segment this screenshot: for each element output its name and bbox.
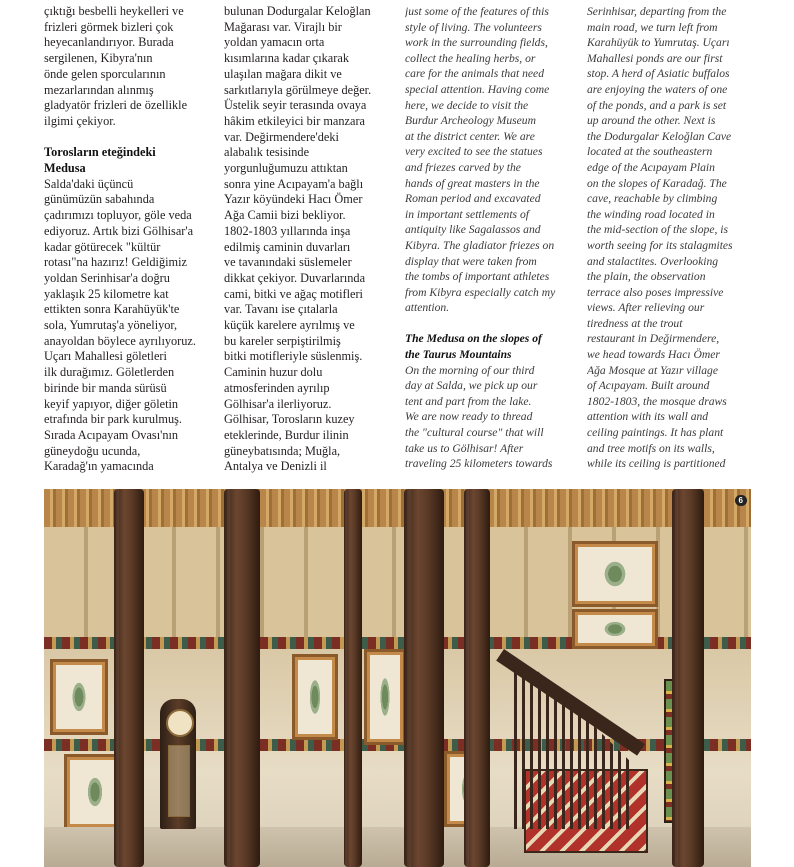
minbar-staircase [504, 649, 644, 849]
mosque-interior-photo [44, 489, 751, 867]
wooden-pillar [464, 489, 490, 867]
paragraph: just some of the features of this style of living. The volunteers work in the surrounding fields, collect the healing herbs, or care for the animals that need special attention. Having come here, we decide to visit the Burdur Archeology Museum at the district center. We are very excited to see the statues and friezes carved by the hands of great masters in the Roman period and excavated in important settlements of antiquity like Sagalassos and Kibyra. The gladiator friezes on display that were taken from the tombs of important athletes from Kibyra especially catch my attention. [405, 5, 556, 315]
wooden-pillar [114, 489, 144, 867]
paragraph: On the morning of our third day at Salda, we pick up our tent and part from the lake. We are now ready to thread the "cultural course" that will take us to Gölhisar! After traveling 25 kilometers towards [405, 363, 553, 471]
photo-number-badge: 6 [735, 495, 747, 506]
paragraph: çıktığı besbelli heykelleri ve frizleri görmek bizleri çok heyecanlandırıyor. Burada sergilenen, Kibyra'nın önde gelen sporcularının mezarlarından alınmış gladyatör frizleri de özellikle ilgimi çekiyor. [44, 4, 188, 128]
wall-painting-panel [364, 649, 406, 745]
grandfather-clock [160, 699, 196, 829]
section-heading: The Medusa on the slopes of the Taurus Mountains [405, 332, 542, 362]
article-column-english-1 [405, 4, 570, 482]
wall-painting-panel [50, 659, 108, 735]
paragraph: Salda'daki üçüncü günümüzün sabahında çadırımızı topluyor, göle veda ediyoruz. Artık bizi Gölhisar'a kadar götürecek "kültür rotası"na hazırız! Geldiğimiz yoldan Serinhisar'a doğru yaklaşık 25 kilometre kat ettikten sonra Karahüyük'te sola, Yumrutaş'a yöneliyor, anayoldan böylece ayrılıyoruz. Uçarı Mahallesi göletleri ilk durağımız. Göletlerden birinde bir manda sürüsü keyif yapıyor, diğer göletin etrafında bir park kurulmuş. Sırada Acıpayam Ovası'nın güneydoğu ucunda, Karadağ'ın yamacında [44, 176, 196, 474]
article-column-turkish-2 [224, 4, 392, 482]
article-column-turkish-1 [44, 4, 214, 482]
article-column-english-2 [587, 4, 752, 482]
wooden-pillar [224, 489, 260, 867]
paragraph: bulunan Dodurgalar Keloğlan Mağarası var. Virajlı bir yoldan yamacın orta kısımlarına kadar çıkarak ulaşılan mağara dikit ve sarkıtlarıyla görülmeye değer. Üstelik seyir terasında ovaya hâkim etkileyici bir manzara var. Değirmendere'deki alabalık tesisinde yorgunluğumuzu attıktan sonra yine Acıpayam'a bağlı Yazır köyündeki Hacı Ömer Ağa Camii bizi bekliyor. 1802-1803 yıllarında inşa edilmiş caminin duvarları ve tavanındaki süslemeler dikkat çekiyor. Duvarlarında cami, bitki ve ağaç motifleri var. Tavanı ise çıtalarla küçük karelere ayrılmış ve bu kareler serpiştirilmiş bitki motifleriyle süslenmiş. Caminin huzur dolu atmosferinden ayrılıp Gölhisar'a ilerliyoruz. Gölhisar, Torosların kuzey eteklerinde, Burdur ilinin güneybatısında; Muğla, Antalya ve Denizli il [224, 4, 372, 474]
wall-painting-panel [572, 609, 658, 649]
wooden-pillar [672, 489, 704, 867]
section-heading: Torosların eteğindeki Medusa [44, 145, 156, 176]
wooden-pillar [344, 489, 362, 867]
wooden-pillar [404, 489, 444, 867]
painted-ceiling [44, 489, 751, 527]
wall-painting-panel [292, 654, 338, 740]
wall-painting-panel [572, 541, 658, 607]
paragraph: Serinhisar, departing from the main road, we turn left from Karahüyük to Yumrutaş. Uçarı Mahallesi ponds are our first stop. A herd of Asiatic buffalos are enjoying the waters of one of the ponds, and a park is set up around the other. Next is the Dodurgalar Keloğlan Cave located at the southeastern edge of the Acıpayam Plain on the slopes of Karadağ. The cave, reachable by climbing the winding road located in the mid-section of the slope, is worth seeing for its stalagmites and stalactites. Overlooking the plain, the observation terrace also poses impressive views. After relieving our tiredness at the trout restaurant in Değirmendere, we head towards Hacı Ömer Ağa Mosque at Yazır village of Acıpayam. Built around 1802-1803, the mosque draws attention with its wall and ceiling paintings. It has plant and tree motifs on its walls, while its ceiling is partitioned [587, 5, 733, 471]
